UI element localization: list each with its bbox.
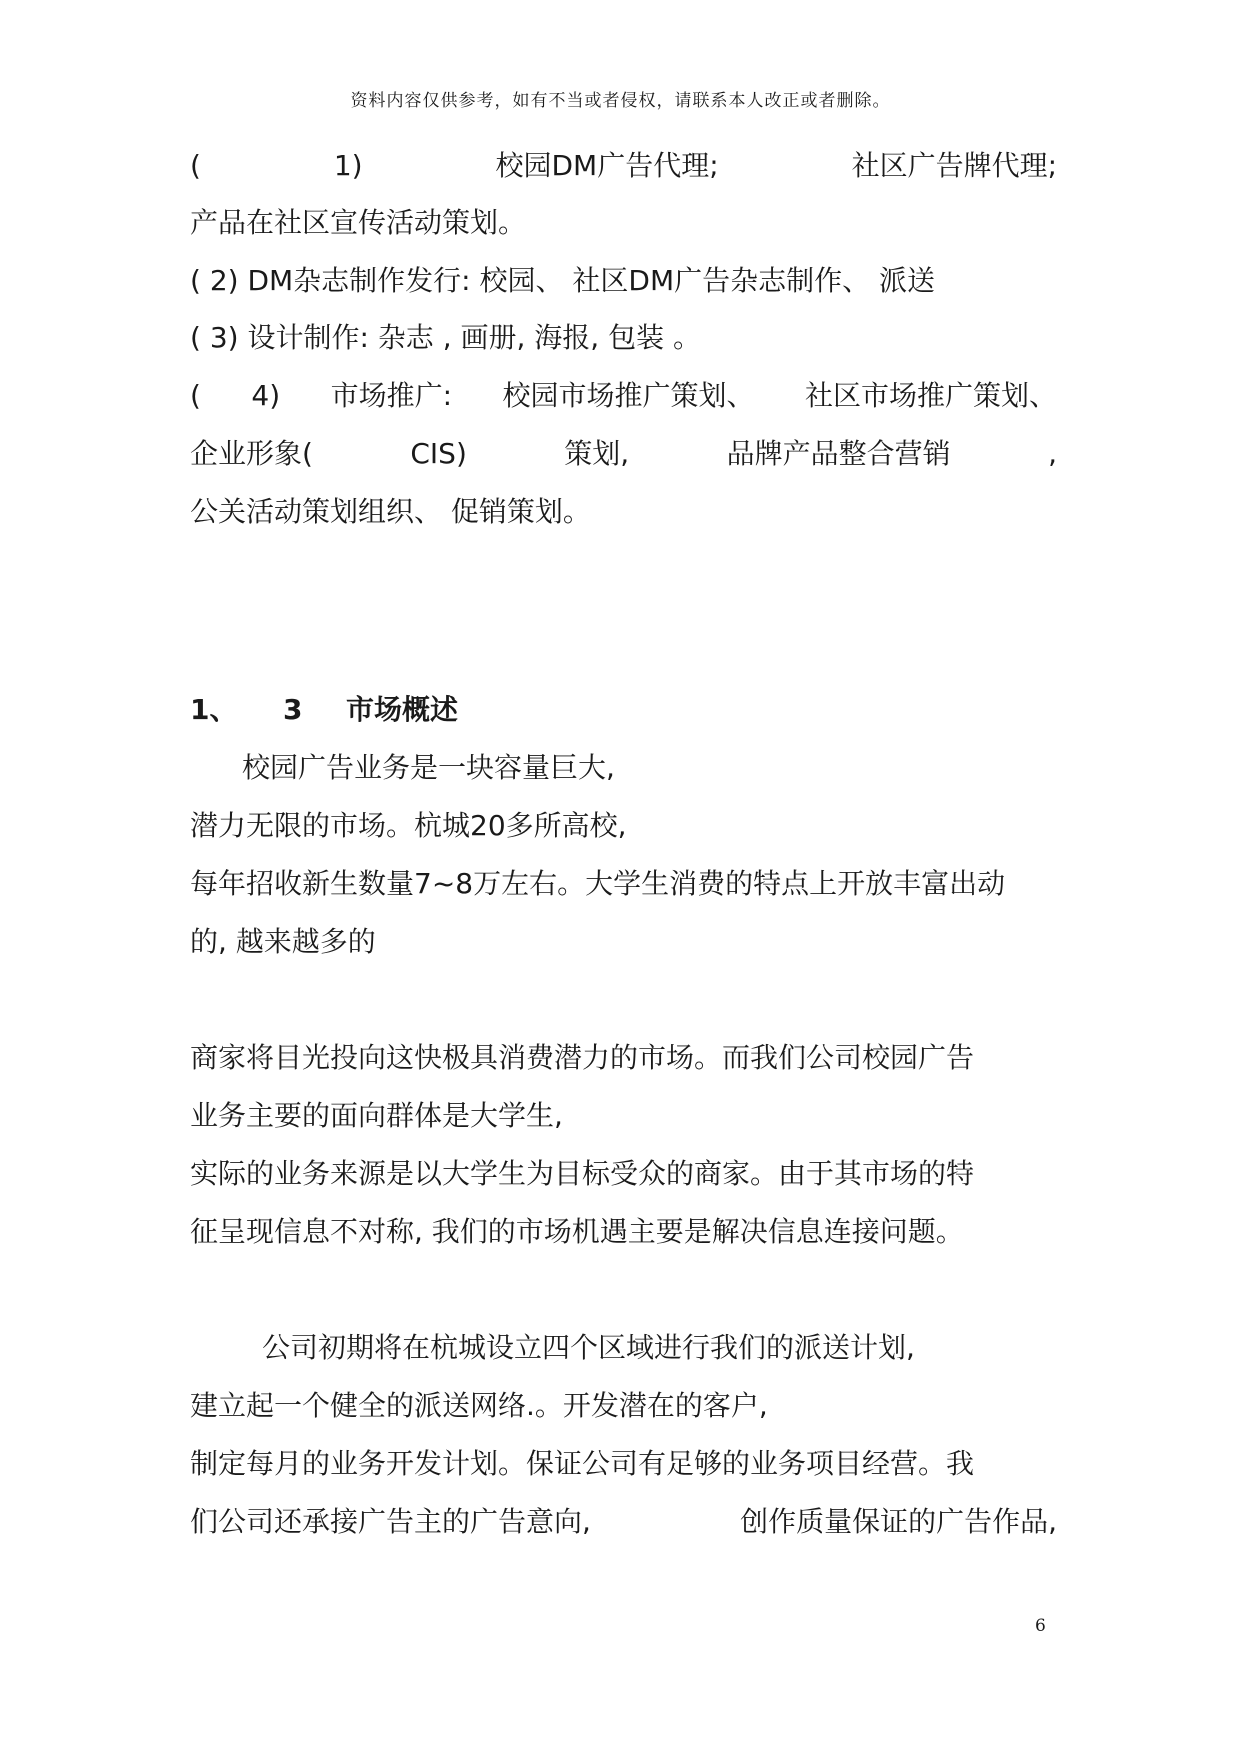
list-item-4-continuation-1 [190, 434, 1057, 474]
list-item-1 [190, 146, 1057, 186]
paragraph-2-line-4: 征呈现信息不对称, 我们的市场机遇主要是解决信息连接问题。 [190, 1215, 964, 1248]
paragraph-2-line-3: 实际的业务来源是以大学生为目标受众的商家。由于其市场的特 [190, 1157, 975, 1190]
section-number-2: 3 [282, 693, 303, 726]
list-item-1-number: 1) [333, 149, 363, 182]
paragraph-3-line-2: 建立起一个健全的派送网络.。开发潜在的客户, [190, 1389, 768, 1422]
list-item-1-continuation: 产品在社区宣传活动策划。 [190, 206, 527, 239]
page-number: 6 [1035, 1616, 1046, 1636]
paragraph-3-line-1: 公司初期将在杭城设立四个区域进行我们的派送计划, [262, 1331, 915, 1364]
paragraph-3-line-4 [190, 1502, 1057, 1542]
list-item-4-text-c: 社区市场推广策划、 [804, 379, 1057, 412]
section-number-1: 1、 [190, 693, 238, 726]
section-heading [190, 690, 458, 730]
paragraph-3-line-4-b: 创作质量保证的广告作品, [740, 1505, 1057, 1538]
list-item-4-cont-c: 策划, [564, 437, 630, 470]
list-item-4-continuation-2: 公关活动策划组织、 促销策划。 [190, 495, 591, 528]
paragraph-3-line-4-a: 们公司还承接广告主的广告意向, [190, 1505, 591, 1538]
list-item-4-text-b: 校园市场推广策划、 [502, 379, 755, 412]
list-item-3: ( 3) 设计制作: 杂志 , 画册, 海报, 包装 。 [190, 321, 702, 354]
list-item-4 [190, 376, 1057, 416]
paragraph-1-line-4: 的, 越来越多的 [190, 925, 376, 958]
paragraph-2-line-2: 业务主要的面向群体是大学生, [190, 1099, 563, 1132]
list-item-4-cont-b: CIS) [410, 437, 467, 470]
paragraph-1-line-2: 潜力无限的市场。杭城20多所高校, [190, 809, 627, 842]
list-item-4-text-a: 市场推广: [330, 379, 453, 412]
list-item-4-number: 4) [251, 379, 281, 412]
list-item-4-cont-a: 企业形象( [190, 437, 313, 470]
list-item-1-paren: ( [190, 149, 201, 182]
section-title: 市场概述 [345, 693, 458, 726]
list-item-4-cont-d: 品牌产品整合营销 [726, 437, 951, 470]
paragraph-1-line-3: 每年招收新生数量7~8万左右。大学生消费的特点上开放丰富出动 [190, 867, 1006, 900]
list-item-4-cont-e: , [1048, 437, 1057, 470]
list-item-1-text-b: 社区广告牌代理; [851, 149, 1057, 182]
paragraph-1-line-1: 校园广告业务是一块容量巨大, [242, 751, 615, 784]
list-item-2: ( 2) DM杂志制作发行: 校园、 社区DM广告杂志制作、 派送 [190, 264, 936, 297]
paragraph-3-line-3: 制定每月的业务开发计划。保证公司有足够的业务项目经营。我 [190, 1447, 975, 1480]
list-item-1-text-a: 校园DM广告代理; [495, 149, 719, 182]
list-item-4-paren: ( [190, 379, 201, 412]
paragraph-2-line-1: 商家将目光投向这快极具消费潜力的市场。而我们公司校园广告 [190, 1041, 975, 1074]
header-disclaimer: 资料内容仅供参考，如有不当或者侵权，请联系本人改正或者删除。 [350, 91, 891, 111]
